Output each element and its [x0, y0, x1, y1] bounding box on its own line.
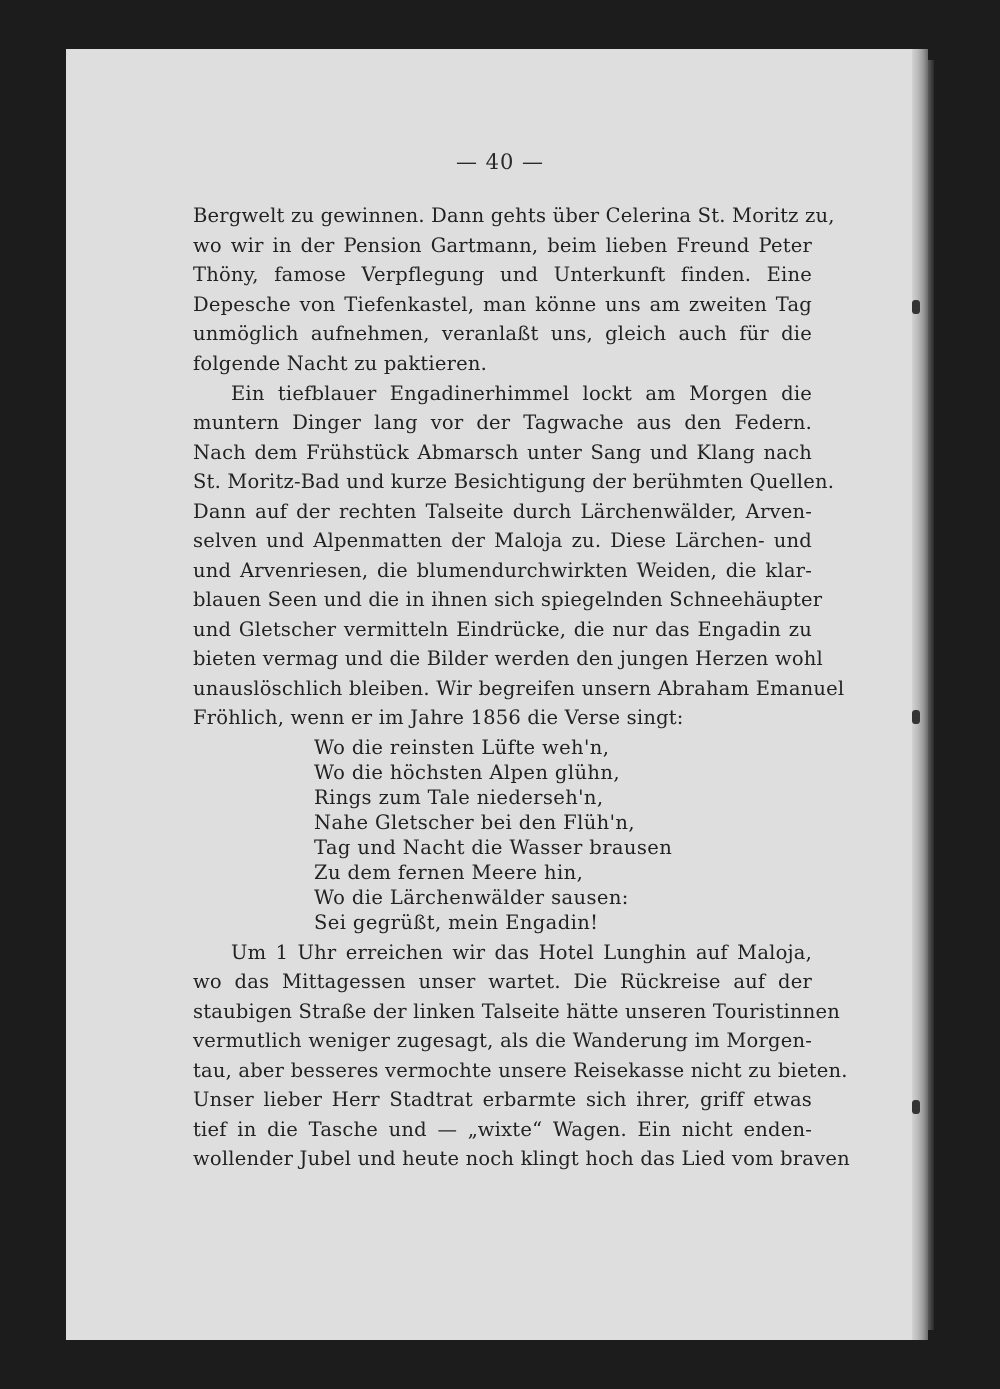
text-line: Fröhlich, wenn er im Jahre 1856 die Verse singt: — [193, 706, 684, 729]
text-line: Nach dem Frühstück Abmarsch unter Sang und Klang nach — [193, 441, 812, 464]
verse-line: Sei gegrüßt, mein Engadin! — [314, 911, 599, 934]
page-number: — 40 — — [455, 150, 545, 174]
verse-line: Tag und Nacht die Wasser brausen — [314, 836, 673, 859]
text-line: Depesche von Tiefenkastel, man könne uns am zweiten Tag — [193, 293, 812, 316]
verse-line: Wo die höchsten Alpen glühn, — [314, 761, 620, 784]
text-line: vermutlich weniger zugesagt, als die Wanderung im Morgen- — [193, 1029, 812, 1052]
text-line: muntern Dinger lang vor der Tagwache aus den Federn. — [193, 411, 812, 434]
binding-shadow — [928, 60, 934, 1330]
edge-mark — [912, 300, 920, 314]
verse-line: Wo die reinsten Lüfte weh'n, — [314, 736, 610, 759]
verse-line: Zu dem fernen Meere hin, — [314, 861, 584, 884]
text-line: St. Moritz-Bad und kurze Besichtigung der berühmten Quellen. — [193, 470, 835, 493]
text-line: wo das Mittagessen unser wartet. Die Rückreise auf der — [193, 970, 812, 993]
page-edge-shadow — [912, 49, 928, 1340]
text-line: blauen Seen und die in ihnen sich spiegelnden Schneehäupter — [193, 588, 823, 611]
text-line: Thöny, famose Verpflegung und Unterkunft finden. Eine — [193, 263, 812, 286]
edge-mark — [912, 710, 920, 724]
text-line: und Arvenriesen, die blumendurchwirkten Weiden, die klar- — [193, 559, 812, 582]
text-line: unauslöschlich bleiben. Wir begreifen unsern Abraham Emanuel — [193, 677, 845, 700]
text-line: und Gletscher vermitteln Eindrücke, die nur das Engadin zu — [193, 618, 812, 641]
text-line: unmöglich aufnehmen, veranlaßt uns, gleich auch für die — [193, 322, 812, 345]
text-line: Dann auf der rechten Talseite durch Lärchenwälder, Arven- — [193, 500, 812, 523]
text-line: selven und Alpenmatten der Maloja zu. Diese Lärchen- und — [193, 529, 812, 552]
text-line: Unser lieber Herr Stadtrat erbarmte sich ihrer, griff etwas — [193, 1088, 812, 1111]
text-line: Um 1 Uhr erreichen wir das Hotel Lunghin auf Maloja, — [231, 941, 812, 964]
text-line: Ein tiefblauer Engadinerhimmel lockt am Morgen die — [231, 382, 812, 405]
text-line: bieten vermag und die Bilder werden den jungen Herzen wohl — [193, 647, 823, 670]
edge-mark — [912, 1100, 920, 1114]
verse-line: Rings zum Tale niederseh'n, — [314, 786, 604, 809]
text-line: folgende Nacht zu paktieren. — [193, 352, 487, 375]
verse-line: Wo die Lärchenwälder sausen: — [314, 886, 629, 909]
text-line: tief in die Tasche und — „wixte“ Wagen. Ein nicht enden- — [193, 1118, 812, 1141]
text-line: Bergwelt zu gewinnen. Dann gehts über Celerina St. Moritz zu, — [193, 204, 835, 227]
text-line: wo wir in der Pension Gartmann, beim lieben Freund Peter — [193, 234, 812, 257]
text-line: staubigen Straße der linken Talseite hätte unseren Touristinnen — [193, 1000, 840, 1023]
verse-line: Nahe Gletscher bei den Flüh'n, — [314, 811, 635, 834]
text-line: tau, aber besseres vermochte unsere Reisekasse nicht zu bieten. — [193, 1059, 848, 1082]
text-line: wollender Jubel und heute noch klingt hoch das Lied vom braven — [193, 1147, 850, 1170]
